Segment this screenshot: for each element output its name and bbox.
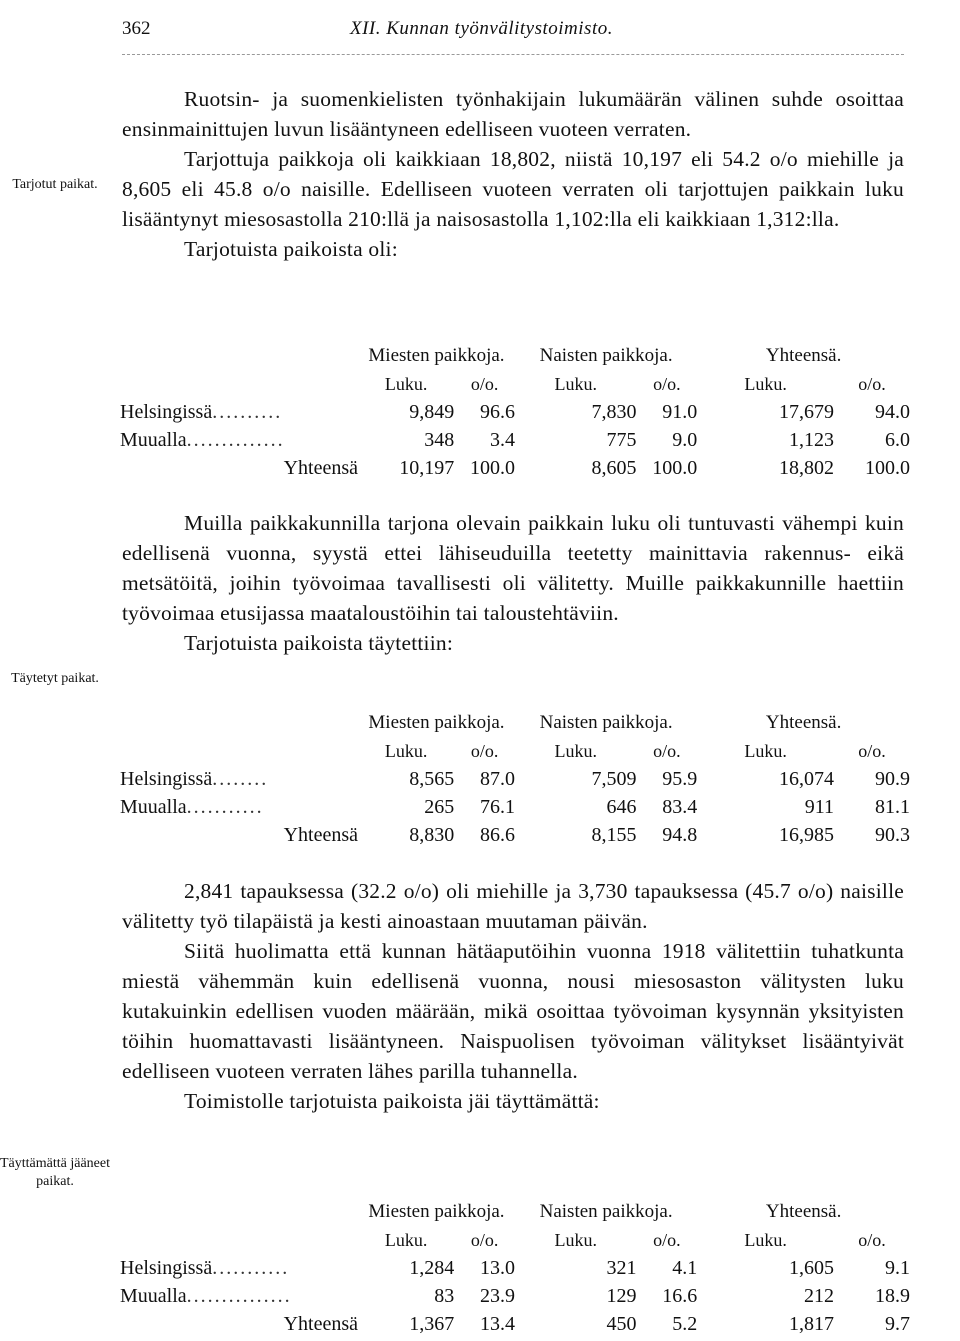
- table-unfilled: [120, 1198, 910, 1338]
- total-row: [120, 1310, 910, 1338]
- total-row: [120, 454, 910, 482]
- col-group-women: Naisten paikkoja.: [539, 345, 673, 366]
- page-number: 362: [122, 18, 151, 39]
- cell: 96.6: [479, 400, 515, 423]
- cell: 7,509: [591, 767, 637, 790]
- col-luku: Luku.: [744, 1229, 787, 1250]
- cell: 94.8: [662, 823, 698, 846]
- cell: 911: [804, 795, 834, 818]
- cell: 16,985: [778, 823, 834, 846]
- row-label: Muualla: [120, 795, 187, 818]
- cell: 1,367: [409, 1312, 455, 1335]
- cell: 3.4: [489, 428, 515, 451]
- cell: 775: [606, 428, 637, 451]
- cell: 6.0: [885, 428, 910, 451]
- table-offered: [120, 342, 910, 482]
- cell: 265: [424, 795, 455, 818]
- col-luku: Luku.: [384, 373, 428, 394]
- cell: 321: [606, 1256, 637, 1279]
- leader-dots: ........: [212, 767, 269, 790]
- cell: 450: [606, 1312, 637, 1335]
- cell: 95.9: [662, 767, 698, 790]
- cell: 1,123: [788, 428, 834, 451]
- total-row: [120, 821, 910, 849]
- cell: 17,679: [778, 400, 834, 423]
- cell: 10,197: [399, 456, 455, 479]
- cell: 16,074: [778, 767, 834, 790]
- cell: 5.2: [672, 1312, 698, 1335]
- col-group-women: Naisten paikkoja.: [539, 712, 673, 733]
- cell: 646: [606, 795, 637, 818]
- paragraph: Ruotsin- ja suomenkielisten työnhakijain lukumäärän välinen suhde osoittaa ensinmainittujen luvun lisääntyneen edelliseen vuoteen verraten.: [122, 87, 904, 141]
- col-pct: o/o.: [653, 373, 681, 394]
- col-luku: Luku.: [384, 740, 428, 761]
- col-group-women: Naisten paikkoja.: [539, 1201, 673, 1222]
- col-luku: Luku.: [744, 373, 787, 394]
- col-group-men: Miesten paikkoja.: [368, 345, 505, 366]
- leader-dots: ..........: [212, 400, 283, 423]
- margin-note-offered: Tarjotut paikat.: [12, 177, 98, 192]
- col-pct: o/o.: [653, 1229, 681, 1250]
- col-group-men: Miesten paikkoja.: [368, 712, 505, 733]
- cell: 8,605: [591, 456, 637, 479]
- paragraph: Toimistolle tarjotuista paikoista jäi täyttämättä:: [184, 1089, 600, 1113]
- table-row: [120, 398, 910, 426]
- col-group-total: Yhteensä.: [765, 712, 842, 733]
- cell: 348: [424, 428, 455, 451]
- col-pct: o/o.: [470, 1229, 499, 1250]
- table-row: [120, 1282, 910, 1310]
- col-luku: Luku.: [744, 740, 787, 761]
- cell: 4.1: [672, 1256, 698, 1279]
- cell: 76.1: [479, 795, 515, 818]
- row-label: Helsingissä: [120, 767, 213, 790]
- paragraph: Siitä huolimatta että kunnan hätäaputöihin vuonna 1918 välitettiin tuhatkunta miestä vähemmän kuin edellisenä vuonna, nousi miesosaston välitysten luku kutakuinkin edellisen vuoden määrään, mikä osoittaa työvoiman kysynnän yksityisten töihin huomattavasti lisääntyneen. Naispuolisen työvoiman välitykset lisääntyivät edelliseen vuoteen verraten lähes parilla tuhannella.: [122, 939, 904, 1083]
- row-label: Helsingissä: [120, 400, 213, 423]
- table-row: [120, 765, 910, 793]
- cell: 81.1: [875, 795, 910, 818]
- paragraph: Tarjottuja paikkoja oli kaikkiaan 18,802, niistä 10,197 eli 54.2 o/o miehille ja 8,605 eli 45.8 o/o naisille. Edelliseen vuoteen verraten oli tarjottujen paikkain luku lisääntynyt miesosastolla 210:llä ja naisosastolla 1,102:lla eli kaikkiaan 1,312:lla.: [122, 147, 904, 231]
- total-label: Yhteensä: [283, 1312, 358, 1335]
- cell: 94.0: [875, 400, 910, 423]
- col-pct: o/o.: [858, 1229, 886, 1250]
- col-pct: o/o.: [470, 740, 499, 761]
- cell: 91.0: [662, 400, 698, 423]
- row-label: Helsingissä: [120, 1256, 213, 1279]
- cell: 9.1: [885, 1256, 910, 1279]
- paragraph: 2,841 tapauksessa (32.2 o/o) oli miehille ja 3,730 tapauksessa (45.7 o/o) naisille välitetty työ tilapäistä ja kesti ainoastaan muutaman päivän.: [122, 879, 904, 933]
- leader-dots: ..............: [186, 428, 285, 451]
- cell: 83.4: [662, 795, 698, 818]
- col-pct: o/o.: [858, 740, 886, 761]
- cell: 18.9: [875, 1284, 910, 1307]
- cell: 83: [434, 1284, 455, 1307]
- col-luku: Luku.: [554, 1229, 597, 1250]
- cell: 87.0: [479, 767, 515, 790]
- col-group-total: Yhteensä.: [765, 345, 842, 366]
- paragraph: Tarjotuista paikoista täytettiin:: [184, 631, 454, 655]
- margin-note-unfilled: Täyttämättä jääneet paikat.: [0, 1156, 110, 1189]
- col-group-total: Yhteensä.: [765, 1201, 842, 1222]
- col-pct: o/o.: [470, 373, 499, 394]
- paragraph: Muilla paikkakunnilla tarjona olevain paikkain luku oli tuntuvasti vähempi kuin edellisenä vuonna, syystä ettei lähiseuduilla teetetty mainittavia rakennus- eikä metsätöitä, joihin työvoimaa tavallisesti oli välitetty. Muille paikkakunnille haettiin työvoimaa etusijassa maataloustöihin tai taloustehtäviin.: [122, 511, 904, 625]
- col-luku: Luku.: [384, 1229, 428, 1250]
- col-pct: o/o.: [653, 740, 681, 761]
- margin-note-filled: Täytetyt paikat.: [11, 671, 99, 686]
- leader-dots: ...........: [186, 795, 264, 818]
- cell: 100.0: [865, 456, 910, 479]
- col-pct: o/o.: [858, 373, 886, 394]
- cell: 100.0: [469, 456, 515, 479]
- table-row: [120, 1254, 910, 1282]
- text-block-1: [122, 84, 904, 264]
- cell: 212: [803, 1284, 834, 1307]
- table-row: [120, 793, 910, 821]
- col-group-men: Miesten paikkoja.: [368, 1201, 505, 1222]
- cell: 1,817: [788, 1312, 834, 1335]
- cell: 9.7: [885, 1312, 910, 1335]
- row-label: Muualla: [120, 1284, 187, 1307]
- leader-dots: ...............: [186, 1284, 292, 1307]
- cell: 1,284: [409, 1256, 455, 1279]
- paragraph: Tarjotuista paikoista oli:: [184, 237, 398, 261]
- table-filled: [120, 709, 910, 849]
- cell: 23.9: [479, 1284, 515, 1307]
- cell: 86.6: [479, 823, 515, 846]
- chapter-title: XII. Kunnan työnvälitystoimisto.: [350, 18, 613, 39]
- cell: 9,849: [409, 400, 455, 423]
- col-luku: Luku.: [554, 740, 597, 761]
- col-luku: Luku.: [554, 373, 597, 394]
- cell: 16.6: [662, 1284, 698, 1307]
- total-label: Yhteensä: [283, 823, 358, 846]
- cell: 7,830: [591, 400, 637, 423]
- cell: 8,565: [409, 767, 455, 790]
- cell: 8,830: [409, 823, 455, 846]
- leader-dots: ...........: [212, 1256, 290, 1279]
- table-row: [120, 426, 910, 454]
- row-label: Muualla: [120, 428, 187, 451]
- page-header: [122, 18, 902, 48]
- text-block-2: [122, 508, 904, 658]
- cell: 129: [606, 1284, 637, 1307]
- total-label: Yhteensä: [283, 456, 358, 479]
- cell: 13.4: [479, 1312, 515, 1335]
- cell: 8,155: [591, 823, 637, 846]
- cell: 90.9: [875, 767, 910, 790]
- cell: 18,802: [778, 456, 834, 479]
- cell: 13.0: [479, 1256, 515, 1279]
- cell: 9.0: [672, 428, 698, 451]
- cell: 90.3: [875, 823, 910, 846]
- cell: 100.0: [652, 456, 698, 479]
- cell: 1,605: [788, 1256, 834, 1279]
- text-block-3: [122, 876, 904, 1116]
- header-rule: [122, 54, 904, 55]
